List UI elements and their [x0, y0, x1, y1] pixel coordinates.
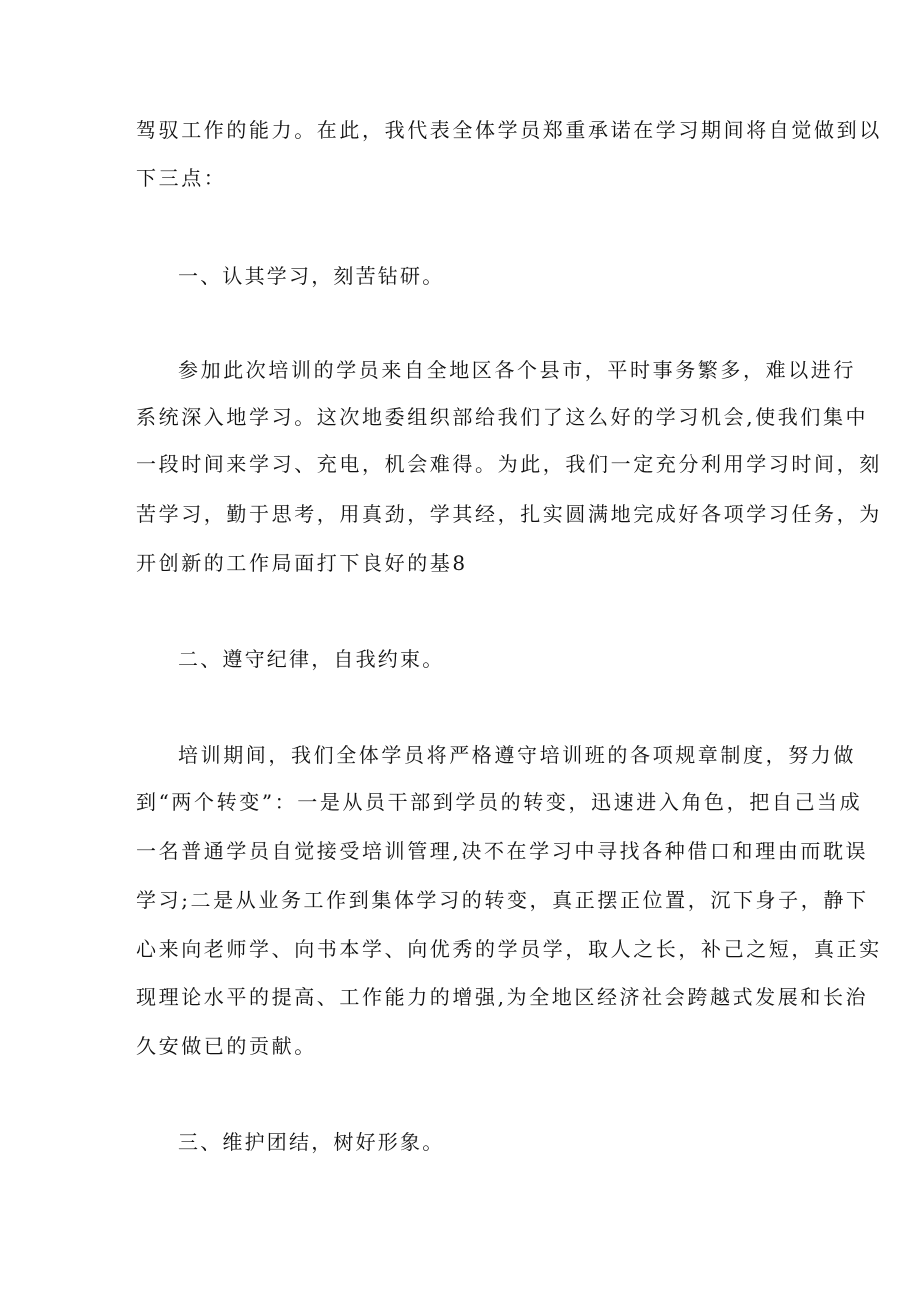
section-heading-2: 二、遵守纪律，自我约束。: [178, 647, 445, 671]
body-2-line-4: 学习;二是从业务工作到集体学习的转变，真正摆正位置，沉下身子，静下: [136, 888, 869, 912]
body-2-line-6: 现理论水平的提高、工作能力的增强,为全地区经济社会跨越式发展和长治: [136, 985, 869, 1009]
body-1-line-2: 系统深入地学习。这次地委组织部给我们了这么好的学习机会,使我们集中: [136, 405, 869, 429]
section-heading-1: 一、认其学习，刻苦钻研。: [178, 264, 445, 288]
body-2-line-3: 一名普通学员自觉接受培训管理,决不在学习中寻找各种借口和理由而耽误: [136, 839, 869, 863]
body-2-line-7: 久安做已的贡献。: [136, 1034, 317, 1058]
intro-line-1: 驾驭工作的能力。在此，我代表全体学员郑重承诺在学习期间将自觉做到以: [136, 118, 882, 142]
body-1-line-5: 开创新的工作局面打下良好的基8: [136, 551, 468, 575]
body-1-line-1: 参加此次培训的学员来自全地区各个县市，平时事务繁多，难以进行: [178, 358, 856, 382]
body-2-line-5: 心来向老师学、向书本学、向优秀的学员学，取人之长，补己之短，真正实: [136, 937, 882, 961]
body-1-line-4: 苦学习，勤于思考，用真劲，学其经，扎实圆满地完成好各项学习任务，为: [136, 502, 882, 526]
section-heading-3: 三、维护团结，树好形象。: [178, 1130, 445, 1154]
body-2-line-2: 到“两个转变”：一是从员干部到学员的转变，迅速进入角色，把自己当成: [136, 790, 863, 814]
body-2-line-1: 培训期间，我们全体学员将严格遵守培训班的各项规章制度，努力做: [178, 743, 856, 767]
body-1-line-3: 一段时间来学习、充电，机会难得。为此，我们一定充分利用学习时间，刻: [136, 452, 882, 476]
intro-line-2: 下三点：: [136, 166, 227, 190]
